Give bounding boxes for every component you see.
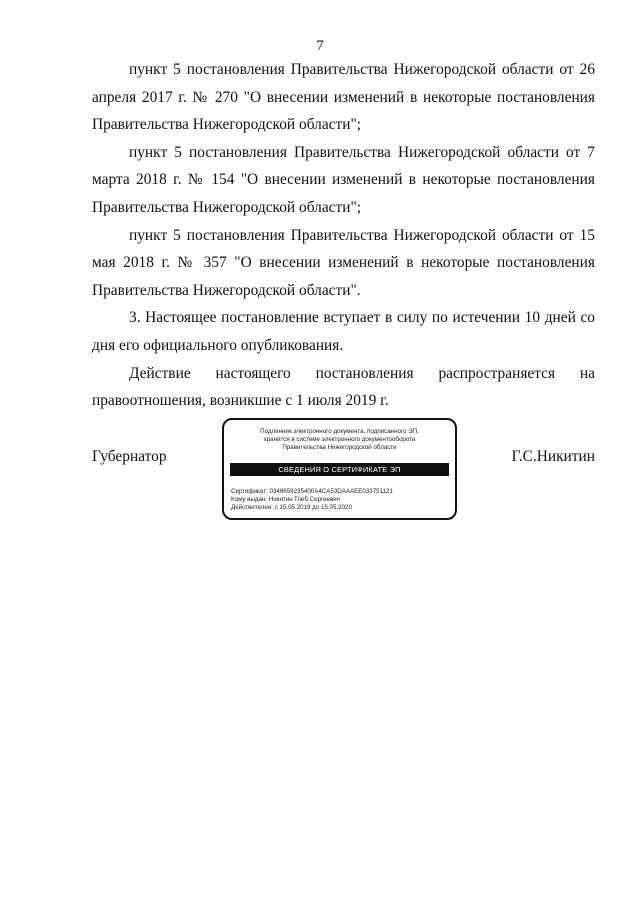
document-body [92, 56, 595, 415]
issued-to-row [231, 496, 393, 504]
certificate-info-bar: СВЕДЕНИЯ О СЕРТИФИКАТЕ ЭП [230, 463, 449, 476]
paragraph-applicability: Действие настоящего постановления распространяется на правоотношения, возникшие с 1 июля 2019 г. [92, 364, 595, 410]
issued-to-label: Кому выдан: [231, 496, 268, 503]
issued-to-value: Никитин Глеб Сергеевич [268, 496, 340, 503]
paragraph-amendment-2018-may: пункт 5 постановления Правительства Нижегородской области от 15 мая 2018 г. № 357 "О внесении изменений в некоторые постановления Правительства Нижегородской области". [92, 226, 595, 299]
valid-value: с 15.05.2019 до 15.05.2020 [274, 504, 352, 511]
certificate-value: 0348659235400A4CA53DAAAEE033751121 [269, 488, 393, 495]
page-number: 7 [316, 38, 324, 54]
valid-label: Действителен: [231, 504, 273, 511]
stamp-header-line: хранится в системе электронного документооборота [263, 436, 416, 444]
valid-row [231, 504, 393, 512]
certificate-label: Сертификат: [231, 488, 268, 495]
stamp-header [224, 428, 455, 453]
paragraph-entry-into-force: 3. Настоящее постановление вступает в силу по истечении 10 дней со дня его официального опубликования. [92, 309, 595, 354]
signatory-position: Губернатор [92, 448, 167, 465]
certificate-details [231, 488, 393, 512]
signatory-name: Г.С.Никитин [511, 448, 595, 465]
electronic-signature-stamp [222, 418, 457, 520]
stamp-header-line: Правительства Нижегородской области [282, 444, 397, 452]
stamp-header-line: Подлинник электронного документа, подписанного ЭП, [260, 428, 419, 435]
paragraph-amendment-2018-march: пункт 5 постановления Правительства Нижегородской области от 7 марта 2018 г. № 154 "О внесении изменений в некоторые постановления Правительства Нижегородской области"; [92, 143, 595, 216]
certificate-row [231, 488, 393, 496]
paragraph-amendment-2017: пункт 5 постановления Правительства Нижегородской области от 26 апреля 2017 г. № 270 "О внесении изменений в некоторые постановления Правительства Нижегородской области"; [92, 61, 595, 134]
